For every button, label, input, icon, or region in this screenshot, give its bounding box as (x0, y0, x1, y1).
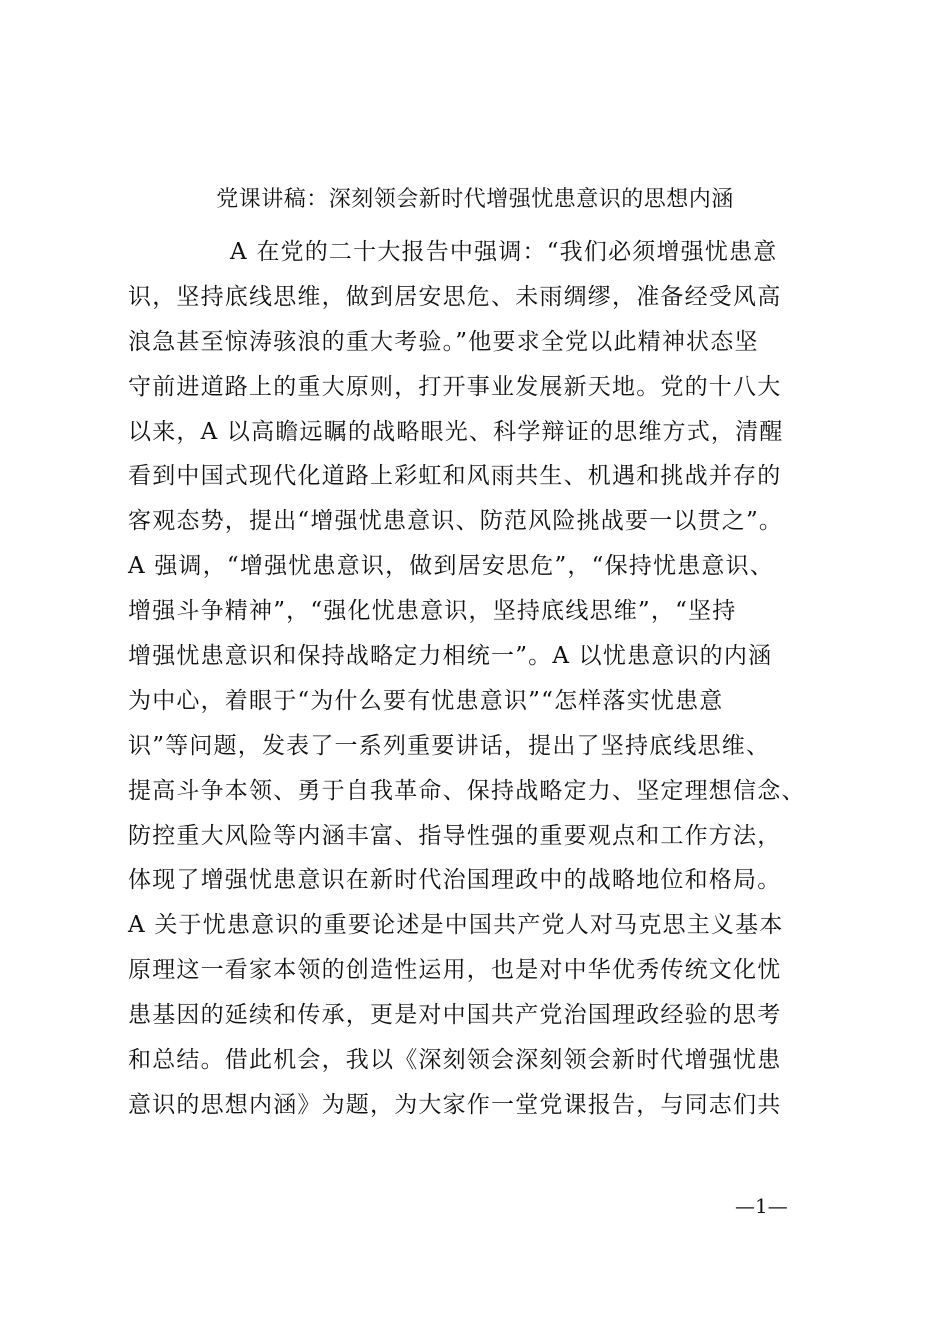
text-line: 患基因的延续和传承，更是对中国共产党治国理政经验的思考 (128, 1002, 782, 1029)
text-line: 提高斗争本领、勇于自我革命、保持战略定力、坚定理想信念、 (128, 777, 806, 804)
document-title: 党课讲稿：深刻领会新时代增强忧患意识的思想内涵 (216, 187, 734, 212)
text-line: A 关于忧患意识的重要论述是中国共产党人对马克思主义基本 (128, 912, 784, 939)
text-line: 客观态势，提出“增强忧患意识、防范风险挑战要一以贯之”。 (128, 508, 784, 535)
text-line: 为中心，着眼于“为什么要有忧患意识”“怎样落实忧患意 (128, 687, 724, 714)
text-line: 浪急甚至惊涛骇浪的重大考验。”他要求全党以此精神状态坚 (128, 328, 759, 355)
page-number: —1— (735, 1194, 788, 1218)
text-line: 识，坚持底线思维，做到居安思危、未雨绸缪，准备经受风高 (128, 283, 782, 310)
body-paragraph (128, 230, 848, 1128)
text-line: 意识的思想内涵》为题，为大家作一堂党课报告，与同志们共 (128, 1091, 782, 1118)
text-line: 和总结。借此机会，我以《深刻领会深刻领会新时代增强忧患 (128, 1047, 782, 1074)
text-line: 看到中国式现代化道路上彩虹和风雨共生、机遇和挑战并存的 (128, 463, 782, 490)
text-line: 防控重大风险等内涵丰富、指导性强的重要观点和工作方法， (128, 822, 782, 849)
text-line: 识”等问题，发表了一系列重要讲话，提出了坚持底线思维、 (128, 732, 771, 759)
text-line: 增强斗争精神”，“强化忧患意识，坚持底线思维”，“坚持 (128, 598, 737, 625)
text-line: 原理这一看家本领的创造性运用，也是对中华优秀传统文化忧 (128, 957, 782, 984)
text-line: 体现了增强忧患意识在新时代治国理政中的战略地位和格局。 (128, 867, 782, 894)
text-line: 守前进道路上的重大原则，打开事业发展新天地。党的十八大 (128, 373, 782, 400)
text-line: A 强调，“增强忧患意识，做到居安思危”，“保持忧患意识、 (128, 553, 774, 580)
text-line: 增强忧患意识和保持战略定力相统一”。A 以忧患意识的内涵 (128, 643, 773, 670)
text-line: 以来，A 以高瞻远瞩的战略眼光、科学辩证的思维方式，清醒 (128, 418, 784, 445)
text-line: A 在党的二十大报告中强调：“我们必须增强忧患意 (230, 239, 778, 265)
